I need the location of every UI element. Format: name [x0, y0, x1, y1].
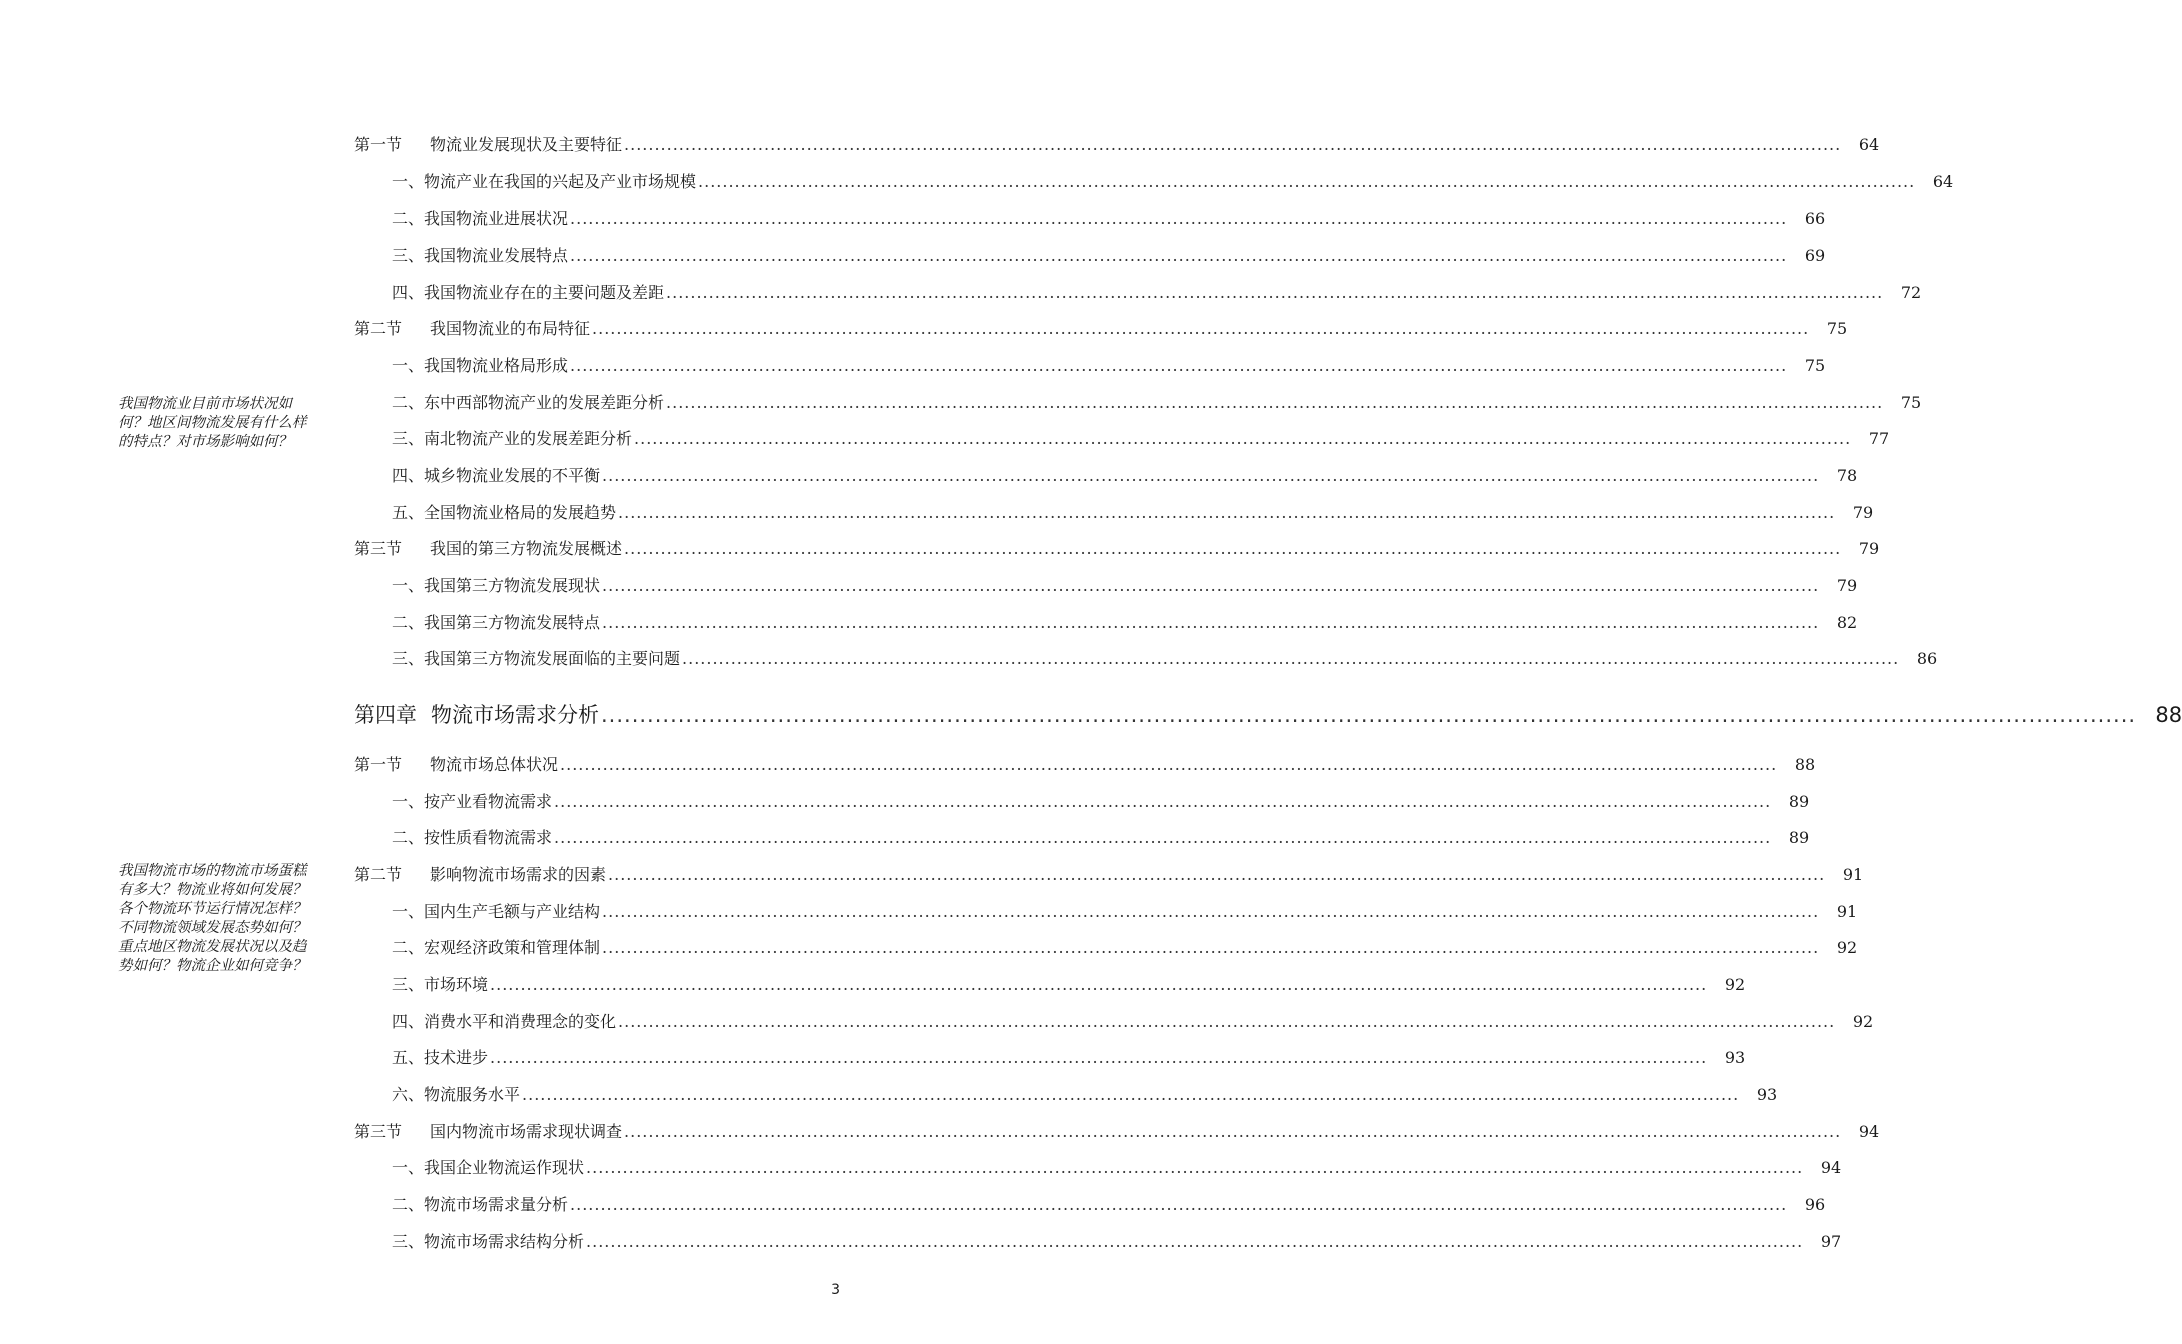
toc-entry[interactable] — [354, 538, 1880, 560]
toc-page-number: 89 — [1788, 828, 1810, 847]
toc-title: 六、物流服务水平 — [392, 1085, 521, 1104]
toc-entry[interactable] — [392, 575, 1858, 597]
side-note-market-status: 我国物流业目前市场状况如何？地区间物流发展有什么样的特点？对市场影响如何？ — [118, 396, 307, 450]
toc-page-number: 69 — [1804, 246, 1826, 265]
toc-leader: ........................................................................................................................................................................................................ — [666, 393, 1884, 412]
toc-leader: ........................................................................................................................................................................................................ — [570, 209, 1788, 228]
toc-entry[interactable] — [392, 282, 1922, 304]
toc-leader: ........................................................................................................................................................................................................ — [490, 1048, 1708, 1067]
toc-section-number: 第一节 — [354, 135, 403, 154]
toc-leader: ........................................................................................................................................................................................................ — [602, 902, 1820, 921]
toc-page-number: 72 — [1900, 283, 1922, 302]
toc-entry[interactable] — [392, 465, 1858, 487]
toc-title: 二、物流市场需求量分析 — [392, 1195, 569, 1214]
toc-title: 一、我国企业物流运作现状 — [392, 1158, 585, 1177]
toc-entry[interactable] — [392, 612, 1858, 634]
toc-section-number: 第二节 — [354, 865, 403, 884]
toc-page-number: 88 — [2155, 703, 2182, 727]
toc-leader: ........................................................................................................................................................................................................ — [682, 649, 1900, 668]
toc-title: 三、我国物流业发展特点 — [392, 246, 569, 265]
toc-leader: ........................................................................................................................................................................................................ — [586, 1158, 1804, 1177]
toc-page-number: 78 — [1836, 466, 1858, 485]
toc-leader: ........................................................................................................................................................................................................ — [602, 466, 1820, 485]
toc-leader: ........................................................................................................................................................................................................ — [560, 755, 1778, 774]
toc-page-number: 94 — [1858, 1122, 1880, 1141]
toc-title: 一、物流产业在我国的兴起及产业市场规模 — [392, 172, 697, 191]
toc-page-number: 89 — [1788, 792, 1810, 811]
toc-entry[interactable] — [392, 901, 1858, 923]
toc-page-number: 79 — [1852, 503, 1874, 522]
toc-leader: ........................................................................................................................................................................................................ — [570, 356, 1788, 375]
side-note-market-demand: 我国物流市场的物流市场蛋糕有多大？物流业将如何发展？各个物流环节运行情况怎样？不同物流领域发展态势如何？重点地区物流发展状况以及趋势如何？物流企业如何竞争？ — [118, 863, 307, 974]
toc-entry[interactable] — [392, 648, 1938, 670]
page-number: 3 — [831, 1282, 840, 1298]
toc-chapter-number: 第四章 — [354, 703, 417, 727]
toc-title: 三、我国第三方物流发展面临的主要问题 — [392, 649, 681, 668]
toc-leader: ........................................................................................................................................................................................................ — [624, 539, 1842, 558]
toc-section-number: 第二节 — [354, 319, 403, 338]
toc-chapter-entry[interactable] — [354, 700, 2182, 730]
toc-section-number: 第三节 — [354, 1122, 403, 1141]
toc-title: 三、市场环境 — [392, 975, 489, 994]
toc-title: 我国物流业的布局特征 — [430, 319, 591, 338]
toc-section-number: 第一节 — [354, 755, 403, 774]
toc-page-number: 75 — [1826, 319, 1848, 338]
toc-entry[interactable] — [392, 1047, 1746, 1069]
toc-leader: ........................................................................................................................................................................................................ — [602, 576, 1820, 595]
toc-entry[interactable] — [354, 318, 1848, 340]
toc-page-number: 93 — [1756, 1085, 1778, 1104]
toc-title: 四、消费水平和消费理念的变化 — [392, 1012, 617, 1031]
toc-page-number: 75 — [1900, 393, 1922, 412]
toc-page-number: 64 — [1858, 135, 1880, 154]
toc-leader: ........................................................................................................................................................................................................ — [586, 1232, 1804, 1251]
toc-entry[interactable] — [392, 937, 1858, 959]
toc-page-number: 93 — [1724, 1048, 1746, 1067]
toc-entry[interactable] — [392, 355, 1826, 377]
toc-entry[interactable] — [392, 974, 1746, 996]
toc-leader: ........................................................................................................................................................................................................ — [602, 613, 1820, 632]
toc-page-number: 91 — [1842, 865, 1864, 884]
toc-title: 一、国内生产毛额与产业结构 — [392, 902, 601, 921]
toc-entry[interactable] — [354, 754, 1816, 776]
toc-title: 二、宏观经济政策和管理体制 — [392, 938, 601, 957]
toc-leader: ........................................................................................................................................................................................................ — [618, 1012, 1836, 1031]
toc-page-number: 79 — [1836, 576, 1858, 595]
toc-leader: ........................................................................................................................................................................................................ — [554, 828, 1772, 847]
toc-title: 二、我国第三方物流发展特点 — [392, 613, 601, 632]
toc-title: 一、我国物流业格局形成 — [392, 356, 569, 375]
toc-leader: ........................................................................................................................................................................................................ — [522, 1085, 1740, 1104]
toc-title: 二、东中西部物流产业的发展差距分析 — [392, 393, 665, 412]
toc-page-number: 79 — [1858, 539, 1880, 558]
toc-leader: ........................................................................................................................................................................................................ — [554, 792, 1772, 811]
toc-entry[interactable] — [392, 1194, 1826, 1216]
toc-page-number: 97 — [1820, 1232, 1842, 1251]
toc-title: 一、我国第三方物流发展现状 — [392, 576, 601, 595]
toc-page-number: 88 — [1794, 755, 1816, 774]
toc-title: 五、全国物流业格局的发展趋势 — [392, 503, 617, 522]
toc-entry[interactable] — [392, 1084, 1778, 1106]
toc-title: 二、我国物流业进展状况 — [392, 209, 569, 228]
toc-leader: ........................................................................................................................................................................................................ — [666, 283, 1884, 302]
toc-page-number: 82 — [1836, 613, 1858, 632]
toc-leader: ........................................................................................................................................................................................................ — [602, 938, 1820, 957]
toc-entry[interactable] — [392, 1231, 1842, 1253]
toc-leader: ........................................................................................................................................................................................................ — [624, 1122, 1842, 1141]
toc-page-number: 86 — [1916, 649, 1938, 668]
toc-entry[interactable] — [392, 502, 1874, 524]
toc-leader: ........................................................................................................................................................................................................ — [570, 246, 1788, 265]
toc-title: 三、物流市场需求结构分析 — [392, 1232, 585, 1251]
toc-entry[interactable] — [392, 245, 1826, 267]
toc-title: 一、按产业看物流需求 — [392, 792, 553, 811]
toc-entry[interactable] — [392, 827, 1810, 849]
toc-title: 四、我国物流业存在的主要问题及差距 — [392, 283, 665, 302]
toc-leader: ........................................................................................................................................................................................................ — [592, 319, 1810, 338]
toc-title: 影响物流市场需求的因素 — [430, 865, 607, 884]
toc-leader: ........................................................................................................................................................................................................ — [490, 975, 1708, 994]
toc-entry[interactable] — [354, 864, 1864, 886]
toc-leader: ........................................................................................................................................................................................................ — [698, 172, 1916, 191]
toc-leader: ........................................................................................................................................................................................................ — [601, 703, 2137, 727]
toc-leader: ........................................................................................................................................................................................................ — [624, 135, 1842, 154]
toc-title: 五、技术进步 — [392, 1048, 489, 1067]
toc-page-number: 92 — [1836, 938, 1858, 957]
toc-title: 四、城乡物流业发展的不平衡 — [392, 466, 601, 485]
toc-title: 物流市场总体状况 — [430, 755, 559, 774]
toc-entry[interactable] — [392, 171, 1954, 193]
toc-title: 二、按性质看物流需求 — [392, 828, 553, 847]
toc-page-number: 96 — [1804, 1195, 1826, 1214]
toc-entry[interactable] — [392, 791, 1810, 813]
toc-entry[interactable] — [392, 428, 1890, 450]
toc-page-number: 92 — [1852, 1012, 1874, 1031]
toc-title: 国内物流市场需求现状调查 — [430, 1122, 623, 1141]
toc-leader: ........................................................................................................................................................................................................ — [608, 865, 1826, 884]
toc-entry[interactable] — [354, 1121, 1880, 1143]
toc-page-number: 77 — [1868, 429, 1890, 448]
toc-title: 三、南北物流产业的发展差距分析 — [392, 429, 633, 448]
toc-entry[interactable] — [392, 392, 1922, 414]
toc-title: 物流业发展现状及主要特征 — [430, 135, 623, 154]
toc-page-number: 92 — [1724, 975, 1746, 994]
toc-chapter-title: 物流市场需求分析 — [431, 703, 599, 727]
toc-page-number: 91 — [1836, 902, 1858, 921]
toc-entry[interactable] — [392, 1157, 1842, 1179]
toc-entry[interactable] — [392, 1011, 1874, 1033]
toc-page-number: 64 — [1932, 172, 1954, 191]
toc-section-number: 第三节 — [354, 539, 403, 558]
toc-entry[interactable] — [392, 208, 1826, 230]
toc-page-number: 94 — [1820, 1158, 1842, 1177]
toc-page-number: 75 — [1804, 356, 1826, 375]
toc-leader: ........................................................................................................................................................................................................ — [618, 503, 1836, 522]
toc-title: 我国的第三方物流发展概述 — [430, 539, 623, 558]
toc-entry[interactable] — [354, 134, 1880, 156]
toc-leader: ........................................................................................................................................................................................................ — [634, 429, 1852, 448]
toc-leader: ........................................................................................................................................................................................................ — [570, 1195, 1788, 1214]
toc-page-number: 66 — [1804, 209, 1826, 228]
